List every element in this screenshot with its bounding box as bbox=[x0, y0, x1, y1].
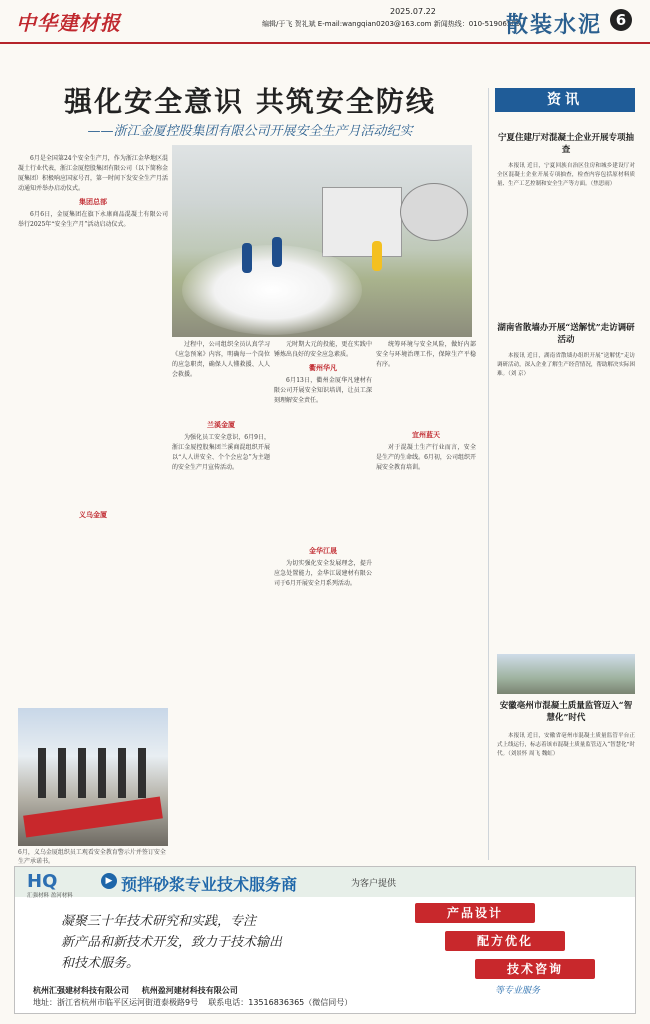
sidebar-item-title[interactable]: 湖南省散墙办开展“送解忧”走访调研活动 bbox=[497, 323, 635, 345]
section-title: 散装水泥 bbox=[506, 12, 603, 38]
red-banner-illustration bbox=[23, 797, 163, 838]
issue-date: 2025.07.22 bbox=[390, 7, 436, 16]
paragraph: 本报讯 近日，安徽省亳州市混凝土质量监管平台正式上线运行，标志着该市混凝土质量监管迈入“智慧化”时代。（刘景怀 周飞 魏虹） bbox=[497, 733, 635, 757]
play-arrow-icon: ▶ bbox=[101, 873, 117, 889]
ad-slogan: 等专业服务 bbox=[495, 986, 541, 996]
paragraph: 对于混凝土生产行业而言，安全是生产的生命线。6月初，公司组织开展安全教育培训。 bbox=[376, 444, 476, 471]
service-pill-consulting: 技术咨询 bbox=[475, 959, 595, 979]
ad-copy-line: 新产品和新技术开发，致力于技术输出 bbox=[61, 935, 283, 950]
article-column-2 bbox=[172, 340, 270, 850]
ad-copy bbox=[61, 911, 381, 974]
sub-heading: 宜州蓝天 bbox=[412, 430, 440, 439]
staff-group-illustration bbox=[38, 748, 148, 798]
ad-caption: 为客户提供 bbox=[351, 879, 397, 889]
sub-heading: 衢州华凡 bbox=[309, 363, 337, 372]
sidebar-item-title[interactable]: 宁夏住建厅对混凝土企业开展专项抽查 bbox=[497, 133, 634, 155]
sub-heading: 兰溪金厦 bbox=[207, 420, 235, 429]
paragraph: 6月13日，衢州金厦华凡建材有限公司开展安全知识培训，让员工深刻理解安全责任。 bbox=[274, 377, 372, 404]
article-column-3 bbox=[274, 340, 372, 850]
paragraph: 为强化员工安全意识，6月9日，浙江金厦控股集团兰溪商混组织开展以“人人讲安全、个个会应急”为主题的安全生产月宣传活动。 bbox=[172, 434, 270, 471]
sub-heading: 义乌金厦 bbox=[79, 510, 107, 519]
ad-footer bbox=[15, 985, 495, 1009]
fire-drill-photo bbox=[172, 145, 472, 337]
sidebar-item-body bbox=[497, 732, 635, 858]
editor-meta: 编辑/于飞 贺礼斌 E-mail:wangqian0203@163.com 新闻热线：010-51906505 bbox=[262, 20, 521, 28]
worker-figure bbox=[272, 237, 282, 267]
article-subheadline: ——浙江金厦控股集团有限公司开展安全生产月活动纪实 bbox=[87, 124, 413, 139]
service-pill-design: 产品设计 bbox=[415, 903, 535, 923]
ad-copy-line: 和技术服务。 bbox=[61, 956, 140, 971]
news-sidebar bbox=[488, 88, 636, 860]
paragraph: 为切实强化安全发展理念，提升应急处置能力，金华江晟建材有限公司于6月开展安全月系列活动。 bbox=[274, 560, 372, 587]
sidebar-item-body bbox=[497, 352, 635, 648]
paragraph: 本报讯 近日，宁夏回族自治区住房和城乡建设厅对全区混凝土企业开展专项抽查，检查内容包括原材料质量、生产工艺控制和安全生产等方面。（焦思雨） bbox=[497, 163, 635, 187]
service-pill-formula: 配方优化 bbox=[445, 931, 565, 951]
sidebar-item-body bbox=[497, 162, 635, 312]
worker-figure bbox=[372, 241, 382, 271]
article-headline: 强化安全意识 共筑安全防线 bbox=[64, 85, 436, 118]
paper-name: 中华建材报 bbox=[16, 11, 121, 35]
company-address: 地址：浙江省杭州市临平区运河街道泰极路9号 bbox=[33, 998, 199, 1007]
paragraph: 统筹环境与安全风险，做好内部安全与环境治理工作，保障生产平稳有序。 bbox=[376, 341, 476, 368]
page-number: 6 bbox=[610, 9, 632, 31]
sub-heading: 金华江晟 bbox=[309, 546, 337, 555]
ad-copy-line: 凝聚三十年技术研究和实践，专注 bbox=[61, 914, 257, 929]
masthead bbox=[0, 0, 650, 44]
article-column-4 bbox=[376, 340, 476, 850]
paragraph: 本报讯 近日，湖南省散墙办组织开展“送解忧”走访调研活动，深入企业了解生产经营情况，帮助解决实际困难。（刘 京） bbox=[497, 353, 635, 377]
sidebar-tag: 资讯 bbox=[495, 88, 635, 112]
photo-caption: 6月，义乌金厦组织员工观看安全教育警示片并签订安全生产承诺书。 bbox=[18, 849, 166, 865]
sub-heading: 集团总部 bbox=[79, 197, 107, 206]
article-column-1 bbox=[18, 154, 168, 702]
training-photo bbox=[18, 708, 168, 846]
worker-figure bbox=[242, 243, 252, 273]
mixer-tank-illustration bbox=[400, 183, 468, 241]
paragraph: 6月是全国第24个安全生产月，作为浙江金华地区混凝土行业代表，浙江金厦控股集团有限公司（以下简称金厦集团）积极响应国家号召，第一时间下发安全生产月活动通知并举办启动仪式。 bbox=[18, 155, 168, 192]
ad-logo-subtitle: 汇强材料 盈河材料 bbox=[27, 893, 73, 899]
ad-logo: HQ bbox=[27, 871, 58, 892]
sidebar-photo bbox=[497, 654, 635, 694]
paragraph: 元时期大元的投能，更在实践中锤炼出良好的安全应急素质。 bbox=[274, 341, 372, 358]
company-phone: 联系电话：13516836365（微信同号） bbox=[208, 998, 353, 1007]
paragraph: 6月6日，金厦集团在旗下永康商品混凝土有限公司举行2025年“安全生产月”活动启动仪式。 bbox=[18, 211, 168, 228]
paragraph: 过程中，公司组织全员认真学习《应急预案》内容，明确每一个岗位的应急职责，确保人人懂救援、人人会救援。 bbox=[172, 341, 270, 378]
company-name: 杭州盈河建材科技有限公司 bbox=[141, 986, 238, 995]
ad-title: 预拌砂浆专业技术服务商 bbox=[121, 875, 298, 894]
advertisement[interactable] bbox=[14, 866, 636, 1014]
sidebar-item-title[interactable]: 安徽亳州市混凝土质量监管迈入“智慧化”时代 bbox=[499, 701, 633, 723]
truck-illustration bbox=[322, 187, 402, 257]
company-name: 杭州汇强建材科技有限公司 bbox=[33, 986, 129, 995]
